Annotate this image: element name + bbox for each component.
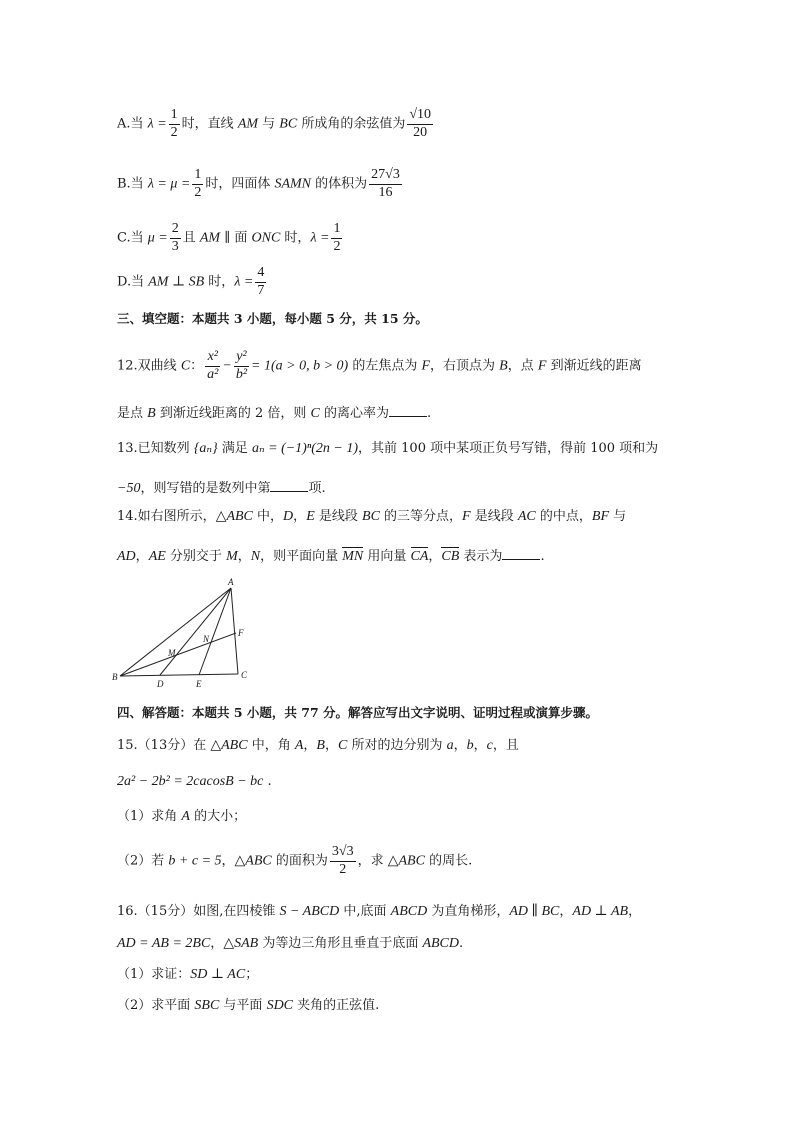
text: . (540, 549, 545, 564)
vector-mn: MN (342, 549, 364, 564)
text: 时，四面体 (205, 176, 275, 192)
text: ， (324, 738, 338, 753)
text: 中， (252, 509, 284, 524)
math: a² (207, 366, 219, 382)
text: ； (245, 967, 259, 982)
math: b² (235, 366, 248, 382)
fraction (369, 168, 402, 200)
text: B.当 (117, 176, 148, 192)
text: C.当 (117, 230, 148, 246)
text: 1 (331, 222, 342, 239)
label-a: A (228, 578, 234, 587)
math: BC (362, 509, 380, 524)
fraction (255, 266, 266, 298)
label-b: B (112, 672, 118, 682)
math: △ABC (234, 853, 272, 869)
text: 所成角的余弦值为 (297, 116, 406, 132)
math: B (147, 406, 156, 421)
segment-bf (120, 633, 236, 676)
math: λ = μ = (147, 176, 191, 192)
math: SBC (194, 998, 220, 1013)
math: BC (279, 116, 298, 132)
math: AD (117, 549, 136, 564)
text: ，则平面向量 (260, 549, 343, 564)
text: ： (190, 358, 204, 374)
text: . (427, 406, 432, 421)
text: 是线段 (470, 509, 518, 524)
text: 的中点， (535, 509, 592, 524)
math: AM ⊥ SB (148, 274, 205, 290)
text: 中，角 (247, 738, 295, 753)
option-d (117, 266, 268, 298)
text: ， (221, 853, 235, 869)
math: λ = (310, 230, 330, 246)
fraction (192, 168, 203, 200)
text: 的体积为 (311, 176, 368, 192)
answer-blank[interactable] (502, 547, 540, 560)
math: C (310, 406, 320, 421)
text: 表示为 (459, 549, 503, 564)
math: △SAB (223, 936, 259, 951)
fraction (331, 222, 342, 254)
text: ， (559, 904, 573, 919)
text: 时， (204, 274, 235, 290)
math: ONC (251, 230, 281, 246)
math: AM (237, 116, 259, 132)
text: 14.如右图所示， (117, 509, 216, 524)
text: 且 (182, 230, 200, 246)
question-15-sub-1 (117, 810, 246, 824)
fraction (169, 108, 180, 140)
text: 与平面 (219, 998, 267, 1013)
math: ABCD (390, 904, 428, 919)
text: 夹角的正弦值. (293, 998, 380, 1013)
math: E (306, 509, 315, 524)
math: AM (199, 230, 221, 246)
fraction (234, 350, 249, 382)
text: ， (628, 904, 642, 919)
text: 是线段 (314, 509, 363, 524)
segment-ac (231, 588, 238, 674)
text: . (459, 936, 464, 951)
math: λ = (147, 116, 167, 132)
fraction (170, 222, 181, 254)
math: b + c = 5 (168, 853, 222, 869)
label-c: C (241, 670, 248, 680)
math: △ABC (215, 509, 253, 524)
text: 是点 (117, 406, 148, 421)
text: ， (428, 549, 442, 564)
text: 到渐近线距离的 2 倍，则 (155, 406, 311, 421)
label-n: N (203, 634, 210, 644)
label-f: F (238, 628, 244, 638)
text: （2）求平面 (117, 998, 195, 1013)
question-12-line-1 (117, 350, 642, 382)
math: −50 (117, 481, 141, 496)
segment-ad (160, 588, 231, 675)
text: 满足 (217, 441, 252, 456)
math: C (338, 738, 348, 753)
math: y² (234, 350, 249, 367)
text: 7 (257, 282, 265, 298)
math: N (250, 549, 261, 564)
question-16-sub-1 (117, 968, 258, 982)
text: ， (293, 509, 307, 524)
text: ， (237, 549, 251, 564)
text: 2 (339, 861, 347, 877)
math: A (181, 809, 190, 824)
math: M (226, 549, 238, 564)
math: = 1(a > 0, b > 0) (251, 358, 349, 374)
vector-cb: CB (441, 549, 460, 564)
math: λ = (234, 274, 254, 290)
text: 与 (609, 509, 627, 524)
text: 的大小； (189, 809, 247, 824)
math: F (537, 358, 547, 374)
vector-ca: CA (410, 549, 429, 564)
math: x² (205, 350, 220, 367)
text: 为直角梯形， (427, 904, 510, 919)
text: √10 (407, 108, 433, 125)
math: AD ⊥ AB (572, 904, 629, 919)
math: μ = (147, 230, 168, 246)
text: 16 (378, 184, 393, 200)
text: 项. (308, 481, 326, 496)
math: B (316, 738, 325, 753)
text: 时，直线 (181, 116, 238, 132)
math: F (462, 509, 471, 524)
text: ， (135, 549, 149, 564)
text: 与 (258, 116, 280, 132)
option-c (117, 222, 344, 254)
text: ， (303, 738, 317, 753)
math: {aₙ} (193, 441, 218, 456)
text: ∥ 面 (220, 230, 252, 246)
answer-blank[interactable] (270, 479, 308, 492)
answer-blank[interactable] (389, 404, 427, 417)
math: 2a² − 2b² = 2cacosB − bc (117, 774, 264, 789)
math: SDC (266, 998, 294, 1013)
text: 为等边三角形且垂直于底面 (258, 936, 423, 951)
math: AC (517, 509, 536, 524)
text: ，点 (507, 358, 538, 374)
question-16-line-2 (117, 937, 463, 951)
text: （1）求证： (117, 967, 191, 982)
text: . (263, 774, 272, 789)
text: ，其前 100 项中某项正负号写错，得前 100 项和为 (358, 441, 659, 456)
text: 15.（13分）在 (117, 738, 211, 753)
question-12-line-2 (117, 404, 431, 421)
question-14-line-1 (117, 510, 626, 524)
math: BF (591, 509, 610, 524)
text: 的面积为 (271, 853, 328, 869)
text: 的左焦点为 (348, 358, 422, 374)
text: 2 (194, 184, 202, 200)
math: AD ∥ BC (509, 904, 560, 919)
text: ，右顶点为 (430, 358, 500, 374)
section-4-title: 四、解答题：本题共 5 小题，共 77 分。解答应写出文字说明、证明过程或演算步骤。 (117, 705, 599, 720)
text: 16.（15分）如图,在四棱锥 (117, 904, 280, 919)
section-3-title: 三、填空题：本题共 3 小题，每小题 5 分，共 15 分。 (117, 311, 428, 326)
math: C (180, 358, 191, 374)
text: 的三等分点， (379, 509, 463, 524)
question-13-line-1 (117, 442, 658, 456)
text: 到渐近线的距离 (546, 358, 642, 374)
text: 的周长. (424, 853, 473, 869)
math: D (283, 509, 294, 524)
text: D.当 (117, 274, 149, 290)
text: 1 (192, 168, 203, 185)
math: SAMN (274, 176, 312, 192)
option-b (117, 168, 404, 200)
text: 20 (413, 124, 428, 140)
text: 12.双曲线 (117, 358, 181, 374)
text: 分别交于 (165, 549, 227, 564)
text: ，求 (357, 853, 388, 869)
text: 13.已知数列 (117, 441, 194, 456)
question-13-line-2 (117, 479, 326, 496)
question-16-sub-2 (117, 999, 379, 1013)
question-15-sub-2 (117, 845, 472, 877)
math: A (294, 738, 304, 753)
math: △ABC (387, 853, 425, 869)
question-14-line-2 (117, 547, 545, 564)
label-m: M (168, 648, 176, 658)
text: 1 (169, 108, 180, 125)
label-e: E (196, 679, 202, 689)
text: 所对的边分别为 (347, 738, 447, 753)
math: c (486, 738, 493, 753)
text: ，且 (492, 738, 519, 753)
math: S − ABCD (279, 904, 340, 919)
text: 2 (170, 124, 178, 140)
text: 2 (170, 222, 181, 239)
math: B (499, 358, 508, 374)
text: 用向量 (363, 549, 411, 564)
text: 27√3 (369, 168, 402, 185)
question-16-line-1 (117, 905, 641, 919)
text: 的离心率为 (319, 406, 389, 421)
math: AD = AB = 2BC (117, 936, 211, 951)
fraction (407, 108, 433, 140)
math: b (466, 738, 474, 753)
fraction (205, 350, 220, 382)
text: ， (210, 936, 224, 951)
math: − (222, 358, 232, 374)
math: aₙ = (−1)ⁿ(2n − 1) (251, 441, 359, 456)
math: ABCD (422, 936, 460, 951)
math: △ABC (210, 738, 248, 753)
fraction (330, 845, 356, 877)
text: ，则写错的是数列中第 (140, 481, 271, 496)
triangle-figure (110, 578, 260, 690)
question-15-line-1 (117, 739, 519, 753)
text: 4 (255, 266, 266, 283)
text: A.当 (117, 116, 148, 132)
text: ， (473, 738, 487, 753)
text: （1）求角 (117, 809, 182, 824)
math: AE (148, 549, 166, 564)
text: （2）若 (117, 853, 169, 869)
option-a (117, 108, 435, 140)
text: ， (453, 738, 467, 753)
segment-bc (120, 674, 238, 676)
math: F (421, 358, 431, 374)
question-15-equation (117, 775, 272, 789)
math: SD ⊥ AC (190, 967, 246, 982)
text: 3 (171, 238, 179, 254)
text: 时， (280, 230, 311, 246)
text: 2 (333, 238, 341, 254)
text: 中,底面 (339, 904, 391, 919)
label-d: D (157, 679, 164, 689)
math: a (446, 738, 454, 753)
text: 3√3 (330, 845, 356, 862)
